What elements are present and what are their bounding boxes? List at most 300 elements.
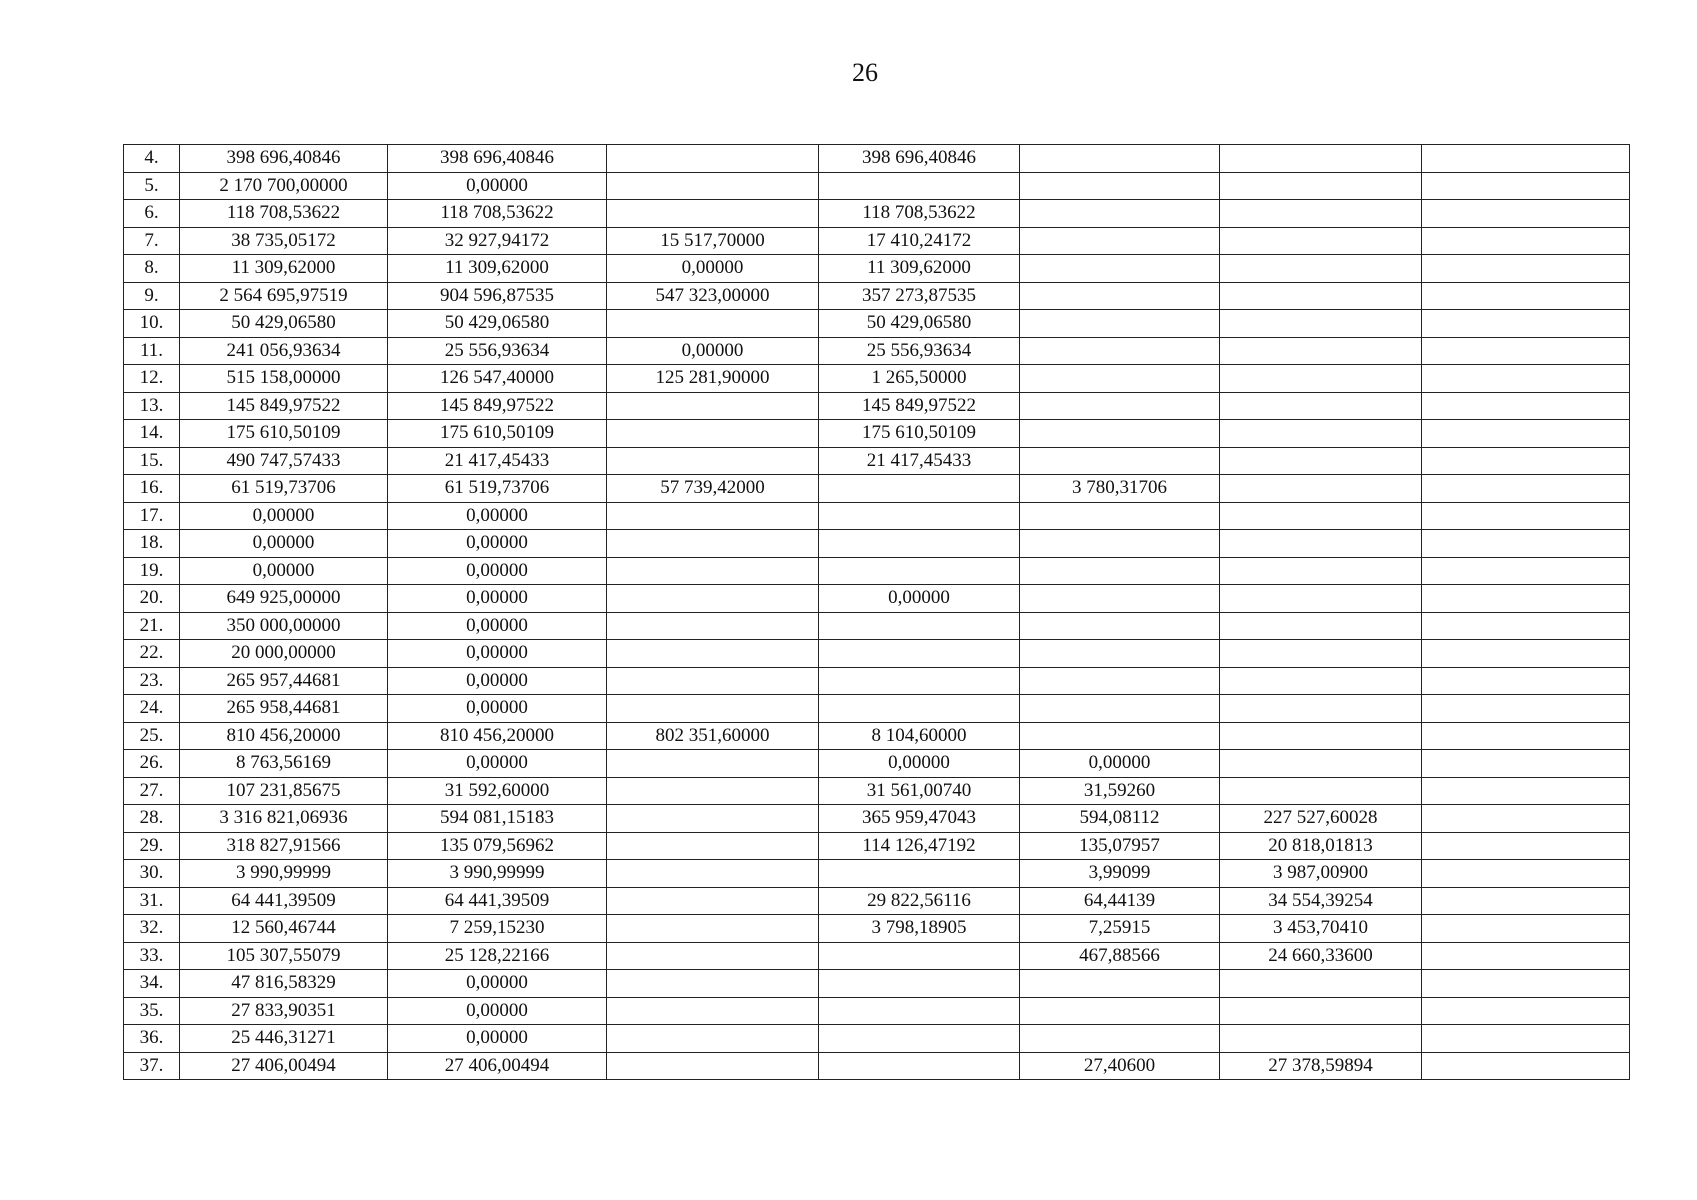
- table-cell: 135,07957: [1020, 832, 1220, 860]
- table-cell: [1220, 557, 1422, 585]
- row-number-cell: 23.: [124, 667, 180, 695]
- row-number-cell: 14.: [124, 420, 180, 448]
- table-row: [124, 365, 1630, 393]
- table-row: [124, 282, 1630, 310]
- table-cell: [607, 640, 819, 668]
- table-cell: [1220, 420, 1422, 448]
- table-cell: 24 660,33600: [1220, 942, 1422, 970]
- table-cell: [1422, 777, 1630, 805]
- table-cell: 31,59260: [1020, 777, 1220, 805]
- table-cell: [607, 502, 819, 530]
- table-cell: 7,25915: [1020, 915, 1220, 943]
- table-cell: [819, 530, 1020, 558]
- table-cell: 0,00000: [1020, 750, 1220, 778]
- table-cell: [1220, 282, 1422, 310]
- table-cell: 2 564 695,97519: [180, 282, 388, 310]
- table-body: [124, 145, 1630, 1080]
- table-cell: 8 104,60000: [819, 722, 1020, 750]
- row-number-cell: 29.: [124, 832, 180, 860]
- table-cell: 0,00000: [388, 640, 607, 668]
- table-cell: 31 592,60000: [388, 777, 607, 805]
- table-cell: 810 456,20000: [180, 722, 388, 750]
- table-cell: 34 554,39254: [1220, 887, 1422, 915]
- table-cell: [1220, 612, 1422, 640]
- table-cell: [1220, 970, 1422, 998]
- table-cell: 2 170 700,00000: [180, 172, 388, 200]
- table-cell: [1422, 227, 1630, 255]
- table-cell: 27,40600: [1020, 1052, 1220, 1080]
- table-cell: [607, 887, 819, 915]
- row-number-cell: 4.: [124, 145, 180, 173]
- table-cell: 25 446,31271: [180, 1025, 388, 1053]
- table-cell: [1020, 997, 1220, 1025]
- table-cell: 118 708,53622: [388, 200, 607, 228]
- table-cell: 0,00000: [180, 557, 388, 585]
- row-number-cell: 15.: [124, 447, 180, 475]
- table-row: [124, 667, 1630, 695]
- table-cell: [819, 970, 1020, 998]
- table-cell: [1422, 310, 1630, 338]
- table-cell: [1422, 997, 1630, 1025]
- table-cell: [1020, 310, 1220, 338]
- table-cell: [1422, 695, 1630, 723]
- table-cell: 0,00000: [819, 750, 1020, 778]
- table-cell: 47 816,58329: [180, 970, 388, 998]
- table-row: [124, 612, 1630, 640]
- table-cell: 61 519,73706: [180, 475, 388, 503]
- table-cell: [607, 392, 819, 420]
- row-number-cell: 18.: [124, 530, 180, 558]
- row-number-cell: 7.: [124, 227, 180, 255]
- page-number: 26: [852, 58, 878, 87]
- table-row: [124, 860, 1630, 888]
- table-cell: [1020, 420, 1220, 448]
- table-cell: [1020, 172, 1220, 200]
- table-cell: [1220, 695, 1422, 723]
- table-cell: [1020, 392, 1220, 420]
- table-cell: 802 351,60000: [607, 722, 819, 750]
- table-row: [124, 915, 1630, 943]
- table-cell: [1220, 475, 1422, 503]
- table-row: [124, 585, 1630, 613]
- table-cell: 126 547,40000: [388, 365, 607, 393]
- table-cell: 0,00000: [388, 612, 607, 640]
- table-cell: [1020, 145, 1220, 173]
- table-cell: 32 927,94172: [388, 227, 607, 255]
- table-cell: [1220, 255, 1422, 283]
- row-number-cell: 33.: [124, 942, 180, 970]
- table-cell: [1220, 585, 1422, 613]
- table-cell: [1020, 695, 1220, 723]
- table-cell: [607, 585, 819, 613]
- table-cell: [1020, 200, 1220, 228]
- table-cell: [1422, 392, 1630, 420]
- table-cell: 318 827,91566: [180, 832, 388, 860]
- table-cell: [1422, 722, 1630, 750]
- table-cell: 0,00000: [388, 695, 607, 723]
- table-cell: [1020, 530, 1220, 558]
- table-cell: 20 818,01813: [1220, 832, 1422, 860]
- table-cell: [1422, 915, 1630, 943]
- table-cell: [819, 612, 1020, 640]
- table-cell: [1220, 997, 1422, 1025]
- row-number-cell: 5.: [124, 172, 180, 200]
- table-cell: 11 309,62000: [180, 255, 388, 283]
- table-cell: 398 696,40846: [388, 145, 607, 173]
- table-cell: 7 259,15230: [388, 915, 607, 943]
- table-cell: 594 081,15183: [388, 805, 607, 833]
- table-cell: 1 265,50000: [819, 365, 1020, 393]
- table-cell: [819, 695, 1020, 723]
- row-number-cell: 25.: [124, 722, 180, 750]
- table-cell: [1422, 200, 1630, 228]
- table-cell: [1422, 502, 1630, 530]
- table-row: [124, 832, 1630, 860]
- table-cell: 0,00000: [388, 172, 607, 200]
- table-cell: [1020, 612, 1220, 640]
- table-cell: [1422, 805, 1630, 833]
- row-number-cell: 30.: [124, 860, 180, 888]
- table-row: [124, 970, 1630, 998]
- table-cell: [1422, 172, 1630, 200]
- table-cell: [1020, 667, 1220, 695]
- table-cell: [1220, 172, 1422, 200]
- table-cell: [1020, 585, 1220, 613]
- table-row: [124, 1025, 1630, 1053]
- row-number-cell: 12.: [124, 365, 180, 393]
- table-cell: 125 281,90000: [607, 365, 819, 393]
- table-cell: 21 417,45433: [388, 447, 607, 475]
- table-cell: 227 527,60028: [1220, 805, 1422, 833]
- table-cell: [1422, 255, 1630, 283]
- table-cell: [607, 750, 819, 778]
- table-row: [124, 227, 1630, 255]
- table-cell: 50 429,06580: [388, 310, 607, 338]
- table-cell: 365 959,47043: [819, 805, 1020, 833]
- table-cell: 12 560,46744: [180, 915, 388, 943]
- table-row: [124, 145, 1630, 173]
- table-cell: [819, 475, 1020, 503]
- table-cell: [1422, 1052, 1630, 1080]
- table-row: [124, 255, 1630, 283]
- table-cell: [1220, 337, 1422, 365]
- row-number-cell: 17.: [124, 502, 180, 530]
- table-cell: [1020, 365, 1220, 393]
- table-cell: 17 410,24172: [819, 227, 1020, 255]
- row-number-cell: 6.: [124, 200, 180, 228]
- table-cell: [607, 447, 819, 475]
- table-cell: 265 958,44681: [180, 695, 388, 723]
- table-cell: [1422, 750, 1630, 778]
- table-cell: 107 231,85675: [180, 777, 388, 805]
- table-row: [124, 805, 1630, 833]
- table-cell: 594,08112: [1020, 805, 1220, 833]
- table-cell: 64,44139: [1020, 887, 1220, 915]
- table-cell: [1020, 970, 1220, 998]
- table-cell: 241 056,93634: [180, 337, 388, 365]
- table-row: [124, 640, 1630, 668]
- table-cell: [607, 530, 819, 558]
- table-cell: [1220, 200, 1422, 228]
- table-cell: 357 273,87535: [819, 282, 1020, 310]
- row-number-cell: 31.: [124, 887, 180, 915]
- table-cell: [607, 915, 819, 943]
- table-cell: [607, 145, 819, 173]
- table-cell: [1422, 1025, 1630, 1053]
- table-cell: 31 561,00740: [819, 777, 1020, 805]
- row-number-cell: 8.: [124, 255, 180, 283]
- table-cell: [607, 805, 819, 833]
- table-row: [124, 722, 1630, 750]
- table-cell: [1422, 530, 1630, 558]
- table-row: [124, 750, 1630, 778]
- row-number-cell: 26.: [124, 750, 180, 778]
- table-cell: 0,00000: [388, 530, 607, 558]
- table-cell: 118 708,53622: [819, 200, 1020, 228]
- row-number-cell: 22.: [124, 640, 180, 668]
- table-cell: 145 849,97522: [388, 392, 607, 420]
- table-cell: 0,00000: [388, 1025, 607, 1053]
- table-cell: [819, 557, 1020, 585]
- table-cell: 3 990,99999: [388, 860, 607, 888]
- table-cell: [1422, 420, 1630, 448]
- table-row: [124, 777, 1630, 805]
- table-row: [124, 172, 1630, 200]
- table-row: [124, 502, 1630, 530]
- row-number-cell: 16.: [124, 475, 180, 503]
- table-cell: 3 780,31706: [1020, 475, 1220, 503]
- table-cell: 21 417,45433: [819, 447, 1020, 475]
- row-number-cell: 10.: [124, 310, 180, 338]
- table-cell: [1422, 942, 1630, 970]
- table-cell: 64 441,39509: [388, 887, 607, 915]
- table-cell: [607, 942, 819, 970]
- row-number-cell: 37.: [124, 1052, 180, 1080]
- table-cell: [1422, 447, 1630, 475]
- table-cell: 25 128,22166: [388, 942, 607, 970]
- table-cell: 547 323,00000: [607, 282, 819, 310]
- row-number-cell: 9.: [124, 282, 180, 310]
- table-cell: 135 079,56962: [388, 832, 607, 860]
- table-cell: 25 556,93634: [819, 337, 1020, 365]
- row-number-cell: 35.: [124, 997, 180, 1025]
- table-cell: [607, 860, 819, 888]
- table-cell: 50 429,06580: [180, 310, 388, 338]
- table-cell: 0,00000: [180, 530, 388, 558]
- table-cell: 3 316 821,06936: [180, 805, 388, 833]
- table-row: [124, 1052, 1630, 1080]
- table-cell: 64 441,39509: [180, 887, 388, 915]
- table-cell: 175 610,50109: [819, 420, 1020, 448]
- table-cell: 0,00000: [388, 585, 607, 613]
- table-cell: [819, 667, 1020, 695]
- table-cell: 0,00000: [388, 750, 607, 778]
- table-cell: [1020, 447, 1220, 475]
- table-cell: [1220, 145, 1422, 173]
- table-cell: [1020, 227, 1220, 255]
- table-row: [124, 475, 1630, 503]
- table-cell: [819, 502, 1020, 530]
- table-row: [124, 887, 1630, 915]
- table-cell: 649 925,00000: [180, 585, 388, 613]
- table-row: [124, 997, 1630, 1025]
- table-cell: [1422, 585, 1630, 613]
- table-cell: 145 849,97522: [180, 392, 388, 420]
- table-cell: 27 406,00494: [388, 1052, 607, 1080]
- table-cell: [819, 997, 1020, 1025]
- table-cell: [1422, 557, 1630, 585]
- table-row: [124, 337, 1630, 365]
- table-cell: [1422, 832, 1630, 860]
- table-cell: 0,00000: [819, 585, 1020, 613]
- table-cell: 57 739,42000: [607, 475, 819, 503]
- table-cell: [819, 860, 1020, 888]
- table-cell: [1422, 640, 1630, 668]
- table-row: [124, 420, 1630, 448]
- table-cell: [1422, 970, 1630, 998]
- table-cell: 0,00000: [607, 255, 819, 283]
- table-cell: [607, 310, 819, 338]
- table-cell: [607, 420, 819, 448]
- table-cell: [1020, 282, 1220, 310]
- table-cell: 27 378,59894: [1220, 1052, 1422, 1080]
- table-cell: 0,00000: [388, 502, 607, 530]
- table-row: [124, 557, 1630, 585]
- table-cell: [1220, 530, 1422, 558]
- table-cell: [1422, 667, 1630, 695]
- row-number-cell: 21.: [124, 612, 180, 640]
- table-cell: 3 990,99999: [180, 860, 388, 888]
- table-cell: [1020, 337, 1220, 365]
- table-cell: 8 763,56169: [180, 750, 388, 778]
- table-cell: [1220, 750, 1422, 778]
- table-cell: 0,00000: [388, 667, 607, 695]
- table-cell: 29 822,56116: [819, 887, 1020, 915]
- table-row: [124, 392, 1630, 420]
- table-cell: 0,00000: [180, 502, 388, 530]
- row-number-cell: 27.: [124, 777, 180, 805]
- table-cell: [1220, 365, 1422, 393]
- table-cell: 175 610,50109: [180, 420, 388, 448]
- table-cell: [1422, 282, 1630, 310]
- table-cell: 11 309,62000: [388, 255, 607, 283]
- table-cell: 515 158,00000: [180, 365, 388, 393]
- table-row: [124, 695, 1630, 723]
- row-number-cell: 24.: [124, 695, 180, 723]
- table-cell: [607, 612, 819, 640]
- row-number-cell: 19.: [124, 557, 180, 585]
- row-number-cell: 28.: [124, 805, 180, 833]
- table-cell: 38 735,05172: [180, 227, 388, 255]
- table-cell: 3 798,18905: [819, 915, 1020, 943]
- table-cell: 810 456,20000: [388, 722, 607, 750]
- table-row: [124, 200, 1630, 228]
- table-cell: 50 429,06580: [819, 310, 1020, 338]
- table-cell: [1020, 255, 1220, 283]
- table-cell: [607, 970, 819, 998]
- table-cell: 105 307,55079: [180, 942, 388, 970]
- table-cell: 27 833,90351: [180, 997, 388, 1025]
- table-cell: 114 126,47192: [819, 832, 1020, 860]
- table-cell: [607, 557, 819, 585]
- table-cell: [1020, 502, 1220, 530]
- table-cell: 3 987,00900: [1220, 860, 1422, 888]
- table-cell: 25 556,93634: [388, 337, 607, 365]
- table-cell: [819, 172, 1020, 200]
- table-cell: [1422, 612, 1630, 640]
- table-cell: 27 406,00494: [180, 1052, 388, 1080]
- row-number-cell: 13.: [124, 392, 180, 420]
- table-cell: [1020, 557, 1220, 585]
- table-row: [124, 530, 1630, 558]
- table-cell: [1220, 1025, 1422, 1053]
- table-cell: [1220, 640, 1422, 668]
- row-number-cell: 32.: [124, 915, 180, 943]
- table-cell: [1020, 640, 1220, 668]
- table-cell: [607, 172, 819, 200]
- table-cell: 3,99099: [1020, 860, 1220, 888]
- table-cell: 0,00000: [607, 337, 819, 365]
- table-cell: [1220, 447, 1422, 475]
- table-cell: [819, 1025, 1020, 1053]
- table-cell: [1220, 310, 1422, 338]
- table-cell: 398 696,40846: [180, 145, 388, 173]
- table-row: [124, 942, 1630, 970]
- table-cell: 904 596,87535: [388, 282, 607, 310]
- table-cell: [1422, 887, 1630, 915]
- table-cell: [1220, 667, 1422, 695]
- table-cell: 20 000,00000: [180, 640, 388, 668]
- row-number-cell: 34.: [124, 970, 180, 998]
- table-cell: 0,00000: [388, 557, 607, 585]
- table-cell: [1020, 722, 1220, 750]
- table-cell: 0,00000: [388, 997, 607, 1025]
- table-cell: 0,00000: [388, 970, 607, 998]
- table-cell: [607, 997, 819, 1025]
- table-cell: [607, 1052, 819, 1080]
- row-number-cell: 36.: [124, 1025, 180, 1053]
- table-cell: [1220, 392, 1422, 420]
- table-cell: [1422, 860, 1630, 888]
- table-cell: [607, 1025, 819, 1053]
- table-cell: [607, 777, 819, 805]
- table-row: [124, 447, 1630, 475]
- table-cell: [1422, 145, 1630, 173]
- table-cell: 350 000,00000: [180, 612, 388, 640]
- table-cell: [1020, 1025, 1220, 1053]
- table-cell: 398 696,40846: [819, 145, 1020, 173]
- table-cell: [819, 1052, 1020, 1080]
- table-cell: 175 610,50109: [388, 420, 607, 448]
- data-table: [123, 144, 1630, 1080]
- table-cell: 467,88566: [1020, 942, 1220, 970]
- table-row: [124, 310, 1630, 338]
- table-cell: [1220, 777, 1422, 805]
- table-cell: [607, 200, 819, 228]
- table-cell: 61 519,73706: [388, 475, 607, 503]
- table-cell: [1220, 722, 1422, 750]
- table-cell: 265 957,44681: [180, 667, 388, 695]
- table-cell: [607, 695, 819, 723]
- table-cell: 11 309,62000: [819, 255, 1020, 283]
- row-number-cell: 11.: [124, 337, 180, 365]
- table-cell: [607, 832, 819, 860]
- table-cell: [819, 942, 1020, 970]
- table-cell: [1220, 227, 1422, 255]
- table-cell: 3 453,70410: [1220, 915, 1422, 943]
- table-cell: [1220, 502, 1422, 530]
- table-cell: 118 708,53622: [180, 200, 388, 228]
